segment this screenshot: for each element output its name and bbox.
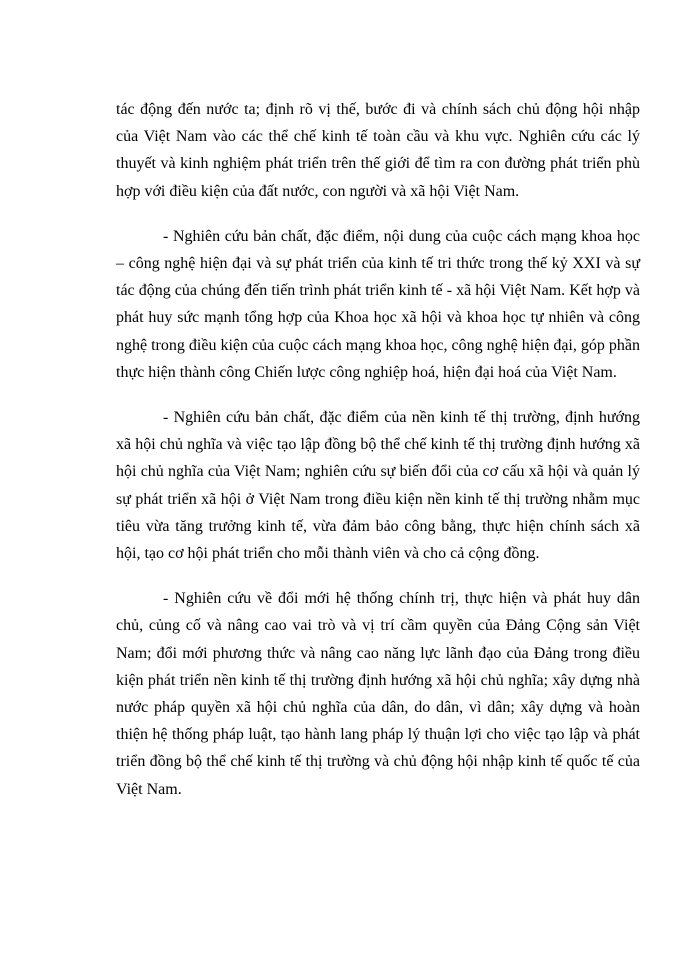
paragraph-continuation: tác động đến nước ta; định rõ vị thế, bước đi và chính sách chủ động hội nhập của Việt Nam vào các thể chế kinh tế toàn cầu và khu vực. Nghiên cứu các lý thuyết và kinh nghiệm phát triển trên thế giới để tìm ra con đường phát triển phù hợp với điều kiện của đất nước, con người và xã hội Việt Nam. xyxy=(116,101,640,200)
paragraph-science-technology: - Nghiên cứu bản chất, đặc điểm, nội dung của cuộc cách mạng khoa học – công nghệ hiện đại và sự phát triển của kinh tế tri thức trong thế kỷ XXI và sự tác động của chúng đến tiến trình phát triển kinh tế - xã hội Việt Nam. Kết hợp và phát huy sức mạnh tổng hợp của Khoa học xã hội và khoa học tự nhiên và công nghệ trong điều kiện của cuộc cách mạng khoa học, công nghệ hiện đại, góp phần thực hiện thành công Chiến lược công nghiệp hoá, hiện đại hoá của Việt Nam. xyxy=(116,227,640,381)
document-body xyxy=(116,96,640,821)
paragraph-market-economy: - Nghiên cứu bản chất, đặc điểm của nền kinh tế thị trường, định hướng xã hội chủ nghĩa và việc tạo lập đồng bộ thể chế kinh tế thị trường định hướng xã hội chủ nghĩa của Việt Nam; nghiên cứu sự biến đổi của cơ cấu xã hội và quản lý sự phát triển xã hội ở Việt Nam trong điều kiện nền kinh tế thị trường nhằm mục tiêu vừa tăng trưởng kinh tế, vừa đảm bảo công bằng, thực hiện chính sách xã hội, tạo cơ hội phát triển cho mỗi thành viên và cho cả cộng đồng. xyxy=(116,409,640,563)
paragraph-political-system: - Nghiên cứu về đổi mới hệ thống chính trị, thực hiện và phát huy dân chủ, củng cố và nâng cao vai trò và vị trí cầm quyền của Đảng Cộng sản Việt Nam; đổi mới phương thức và nâng cao năng lực lãnh đạo của Đảng trong điều kiện phát triển nền kinh tế thị trường định hướng xã hội chủ nghĩa; xây dựng nhà nước pháp quyền xã hội chủ nghĩa của dân, do dân, vì dân; xây dựng và hoàn thiện hệ thống pháp luật, tạo hành lang pháp lý thuận lợi cho việc tạo lập và phát triển đồng bộ thể chế kinh tế thị trường và chủ động hội nhập kinh tế quốc tế của Việt Nam. xyxy=(116,590,640,798)
